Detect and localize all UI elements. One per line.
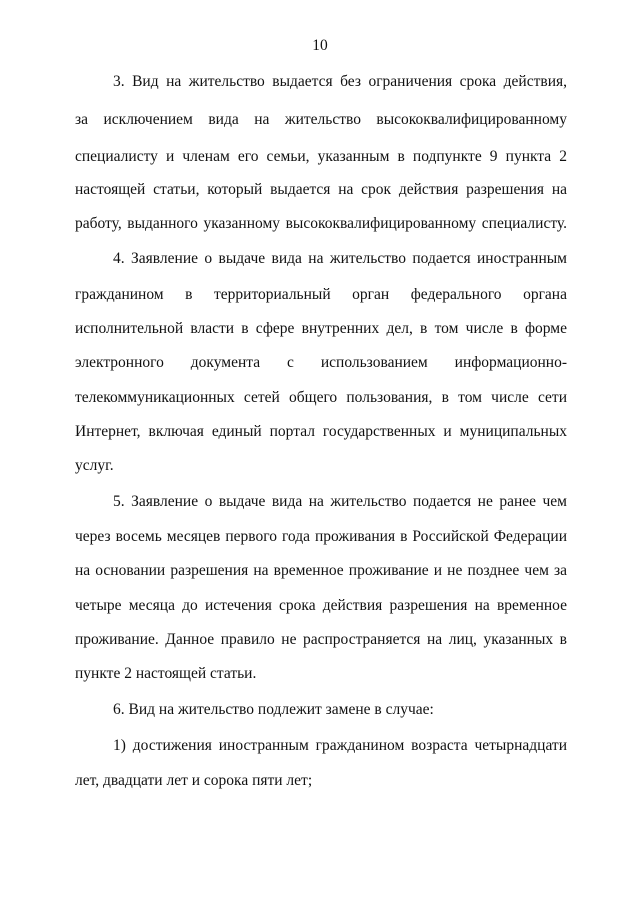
text-line: услуг. <box>75 457 114 474</box>
text-line: лет, двадцати лет и сорока пяти лет; <box>75 772 313 789</box>
text-line: телекоммуникационных сетей общего пользования, в том числе сети <box>75 389 567 406</box>
text-line: специалисту и членам его семьи, указанным в подпункте 9 пункта 2 <box>75 148 567 165</box>
text-line: пункте 2 настоящей статьи. <box>75 665 257 682</box>
text-line: настоящей статьи, который выдается на срок действия разрешения на <box>75 181 567 198</box>
text-line: 5. Заявление о выдаче вида на жительство подается не ранее чем <box>113 493 567 510</box>
text-line: через восемь месяцев первого года проживания в Российской Федерации <box>75 528 567 545</box>
text-line: Интернет, включая единый портал государственных и муниципальных <box>75 423 567 440</box>
text-line: работу, выданного указанному высококвалифицированному специалисту. <box>75 215 567 232</box>
text-line: проживание. Данное правило не распространяется на лиц, указанных в <box>75 631 567 648</box>
text-line: гражданином в территориальный орган федерального органа <box>75 286 567 303</box>
text-line: электронного документа с использованием информационно- <box>75 354 567 371</box>
text-line: 1) достижения иностранным гражданином возраста четырнадцати <box>113 737 567 754</box>
text-line: 4. Заявление о выдаче вида на жительство подается иностранным <box>113 250 567 267</box>
text-line: за исключением вида на жительство высококвалифицированному <box>75 111 567 128</box>
page-number: 10 <box>312 37 328 54</box>
text-line: четыре месяца до истечения срока действия разрешения на временное <box>75 597 567 614</box>
text-line: 3. Вид на жительство выдается без ограничения срока действия, <box>113 73 567 90</box>
text-line: на основании разрешения на временное проживание и не позднее чем за <box>75 562 567 579</box>
text-line: исполнительной власти в сфере внутренних дел, в том числе в форме <box>75 320 567 337</box>
text-line: 6. Вид на жительство подлежит замене в случае: <box>113 701 434 718</box>
